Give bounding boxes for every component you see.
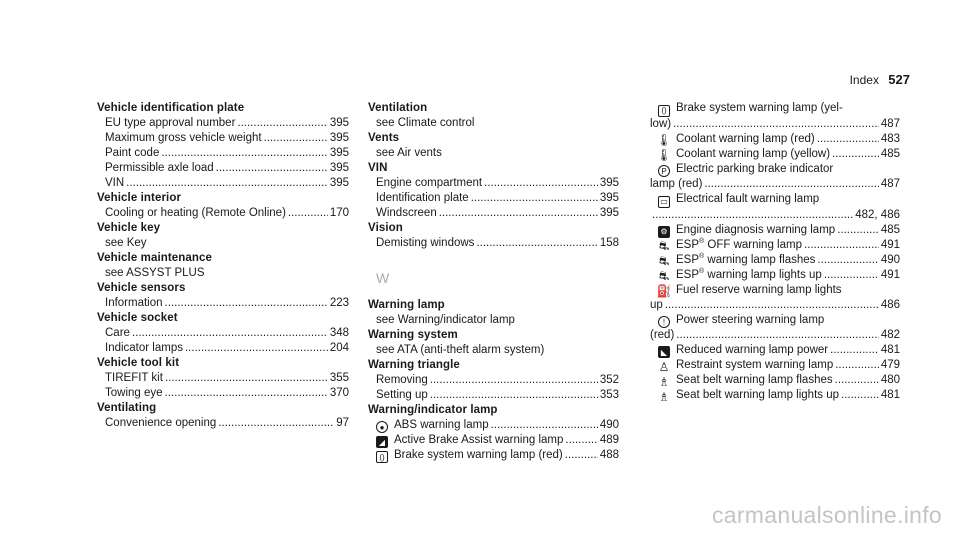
entry-esp-off[interactable]: ⛐ ESP® OFF warning lamp ..... 491 [650,238,900,253]
heading-ventilating: Ventilating [97,402,157,414]
page-header [850,72,910,87]
entry-epb-line1[interactable]: P Electric parking brake indicator [650,162,900,178]
section-letter-w: W [376,270,390,286]
entry-seatbelt-flashes[interactable]: ♗ Seat belt warning lamp flashes ..... 480 [650,373,900,388]
active-brake-assist-icon: ◢ [376,436,388,448]
entry-convenience-opening[interactable]: Convenience opening ..... 97 [97,416,349,431]
see-assyst[interactable]: see ASSYST PLUS [105,267,205,279]
entry-restraint[interactable]: ♙ Restraint system warning lamp ..... 479 [650,358,900,373]
entry-power-steering-line2[interactable]: (red) ..... 482 [650,328,900,343]
brake-system-icon: () [658,105,670,117]
heading-vin: VIN [368,162,388,174]
airbag-icon: ♙ [658,359,670,374]
page-number: 527 [888,72,910,87]
see-warning-indicator[interactable]: see Warning/indicator lamp [376,314,515,326]
entry-brake-yellow-line2[interactable]: low) ..... 487 [650,117,900,132]
entry-power-steering-line1[interactable]: ! Power steering warning lamp [650,313,900,329]
entry-brake-yellow-line1[interactable]: () Brake system warning lamp (yel- [650,101,900,117]
header-label: Index [849,73,879,87]
entry-active-brake-assist[interactable]: ◢ Active Brake Assist warning lamp ..... 489 [368,433,619,448]
entry-coolant-red[interactable]: 🌡 Coolant warning lamp (red) ..... 483 [650,132,900,147]
abs-icon: ● [376,421,388,433]
heading-vehicle-maintenance: Vehicle maintenance [97,252,213,264]
entry-engine-compartment[interactable]: Engine compartment ..... 395 [368,176,619,191]
entry-engine-diagnosis[interactable]: ⚙ Engine diagnosis warning lamp ..... 485 [650,223,900,238]
entry-esp-flashes[interactable]: ⛐ ESP® warning lamp flashes ..... 490 [650,253,900,268]
seatbelt-icon: ♗ [658,389,670,404]
esp-icon: ⛐ [658,269,670,283]
index-column-2 [368,101,619,463]
entry-fuel-line2[interactable]: up ..... 486 [650,298,900,313]
entry-care[interactable]: Care ..... 348 [97,326,349,341]
index-column-3 [650,101,900,403]
steering-wheel-icon: ! [658,316,670,328]
entry-setting-up[interactable]: Setting up ..... 353 [368,388,619,403]
watermark: carmanualsonline.info [711,502,942,528]
coolant-thermometer-icon: 🌡 [656,148,672,162]
entry-indicator-lamps[interactable]: Indicator lamps ..... 204 [97,341,349,356]
engine-icon: ⚙ [658,226,670,238]
entry-tirefit[interactable]: TIREFIT kit ..... 355 [97,371,349,386]
entry-windscreen[interactable]: Windscreen ..... 395 [368,206,619,221]
see-climate[interactable]: see Climate control [376,117,475,129]
heading-vehicle-key: Vehicle key [97,222,161,234]
heading-vehicle-interior: Vehicle interior [97,192,182,204]
heading-warning-system: Warning system [368,329,458,341]
heading-ventilation: Ventilation [368,102,428,114]
parking-brake-icon: P [658,165,670,177]
entry-axle[interactable]: Permissible axle load ..... 395 [97,161,349,176]
see-ata[interactable]: see ATA (anti-theft alarm system) [376,344,545,356]
entry-identification-plate[interactable]: Identification plate ..... 395 [368,191,619,206]
entry-information[interactable]: Information ..... 223 [97,296,349,311]
heading-vehicle-tool-kit: Vehicle tool kit [97,357,180,369]
heading-vents: Vents [368,132,400,144]
entry-fuel-line1[interactable]: ⛽ Fuel reserve warning lamp lights [656,283,842,298]
entry-eu-type[interactable]: EU type approval number ..... 395 [97,116,349,131]
see-air-vents[interactable]: see Air vents [376,147,442,159]
entry-demisting[interactable]: Demisting windows ..... 158 [368,236,619,251]
heading-vehicle-socket: Vehicle socket [97,312,178,324]
heading-vision: Vision [368,222,403,234]
index-column-1 [97,101,349,431]
coolant-thermometer-icon: 🌡 [656,133,672,147]
entry-seatbelt-lights[interactable]: ♗ Seat belt warning lamp lights up ..... 481 [650,388,900,403]
entry-electrical-fault-line1[interactable]: ▭ Electrical fault warning lamp [650,192,900,208]
entry-removing[interactable]: Removing ..... 352 [368,373,619,388]
heading-warning-indicator-lamp: Warning/indicator lamp [368,404,498,416]
entry-electrical-fault-line2[interactable]: ..... 482, 486 [650,208,900,223]
entry-epb-line2[interactable]: lamp (red) ..... 487 [650,177,900,192]
entry-esp-lights-up[interactable]: ⛐ ESP® warning lamp lights up ..... 491 [650,268,900,283]
entry-abs[interactable]: ● ABS warning lamp ..... 490 [368,418,619,433]
entry-brake-red[interactable]: () Brake system warning lamp (red) ..... 488 [368,448,619,463]
fuel-pump-icon: ⛽ [656,283,672,298]
heading-vehicle-identification-plate: Vehicle identification plate [97,102,245,114]
entry-vin[interactable]: VIN ..... 395 [97,176,349,191]
entry-reduced-power[interactable]: ◣ Reduced warning lamp power ..... 481 [650,343,900,358]
entry-max-gross[interactable]: Maximum gross vehicle weight ..... 395 [97,131,349,146]
esp-icon: ⛐ [658,254,670,268]
reduced-power-icon: ◣ [658,346,670,358]
see-key[interactable]: see Key [105,237,147,249]
entry-cooling[interactable]: Cooling or heating (Remote Online) ..... 170 [97,206,349,221]
entry-coolant-yellow[interactable]: 🌡 Coolant warning lamp (yellow) ..... 485 [650,147,900,162]
esp-off-icon: ⛐ [658,239,670,253]
entry-towing-eye[interactable]: Towing eye ..... 370 [97,386,349,401]
entry-paint[interactable]: Paint code ..... 395 [97,146,349,161]
heading-warning-lamp: Warning lamp [368,299,445,311]
battery-icon: ▭ [658,196,670,208]
brake-system-icon: () [376,451,388,463]
heading-warning-triangle: Warning triangle [368,359,460,371]
heading-vehicle-sensors: Vehicle sensors [97,282,186,294]
seatbelt-icon: ♗ [658,374,670,389]
